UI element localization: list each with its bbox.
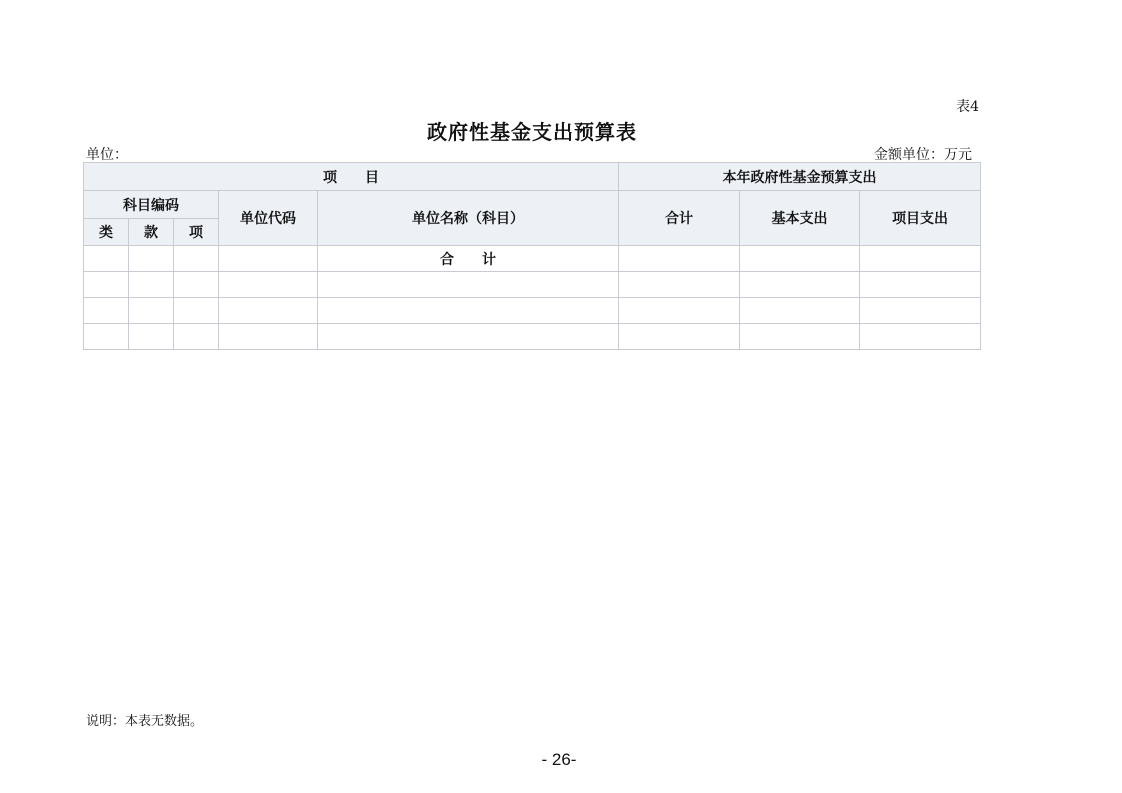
table-cell <box>740 298 860 324</box>
table-cell <box>860 324 981 350</box>
header-budget-group: 本年政府性基金预算支出 <box>619 163 981 191</box>
header-unit-name: 单位名称（科目） <box>318 191 619 246</box>
header-class: 类 <box>84 219 129 246</box>
sum-row-label: 合 计 <box>318 246 619 272</box>
table-cell <box>860 246 981 272</box>
unit-label: 单位： <box>86 147 128 163</box>
header-section: 款 <box>129 219 174 246</box>
table-cell <box>174 324 219 350</box>
header-row-group <box>84 163 981 191</box>
table-cell <box>619 246 740 272</box>
budget-table <box>83 162 981 350</box>
table-row <box>84 324 981 350</box>
table-number: 表4 <box>956 99 979 115</box>
table-cell <box>219 246 318 272</box>
header-basic-expenditure: 基本支出 <box>740 191 860 246</box>
table-cell <box>740 272 860 298</box>
table-cell <box>860 272 981 298</box>
table-row-total <box>84 246 981 272</box>
table-cell <box>740 324 860 350</box>
header-item: 项 <box>174 219 219 246</box>
table-cell <box>219 272 318 298</box>
table-cell <box>619 298 740 324</box>
table-cell <box>219 298 318 324</box>
table-cell <box>740 246 860 272</box>
table-cell <box>174 298 219 324</box>
table-cell <box>174 246 219 272</box>
table-cell <box>84 298 129 324</box>
table-cell <box>619 272 740 298</box>
table-cell <box>129 246 174 272</box>
table-cell <box>318 298 619 324</box>
table-cell <box>174 272 219 298</box>
table-cell <box>318 324 619 350</box>
table-cell <box>318 272 619 298</box>
table-cell <box>84 324 129 350</box>
table-cell <box>129 324 174 350</box>
page-title: 政府性基金支出预算表 <box>427 120 637 144</box>
table-cell <box>129 272 174 298</box>
table-cell <box>860 298 981 324</box>
table-row <box>84 272 981 298</box>
header-row-columns <box>84 191 981 219</box>
header-project-expenditure: 项目支出 <box>860 191 981 246</box>
table-cell <box>84 246 129 272</box>
amount-unit-label: 金额单位：万元 <box>874 147 972 163</box>
page-number: - 26- <box>541 750 577 769</box>
footnote: 说明：本表无数据。 <box>86 714 204 729</box>
header-total: 合计 <box>619 191 740 246</box>
table-cell <box>619 324 740 350</box>
header-item-group: 项 目 <box>84 163 619 191</box>
table-cell <box>129 298 174 324</box>
table-cell <box>219 324 318 350</box>
header-unit-code: 单位代码 <box>219 191 318 246</box>
header-subject-code: 科目编码 <box>84 191 219 219</box>
table-cell <box>84 272 129 298</box>
table-row <box>84 298 981 324</box>
